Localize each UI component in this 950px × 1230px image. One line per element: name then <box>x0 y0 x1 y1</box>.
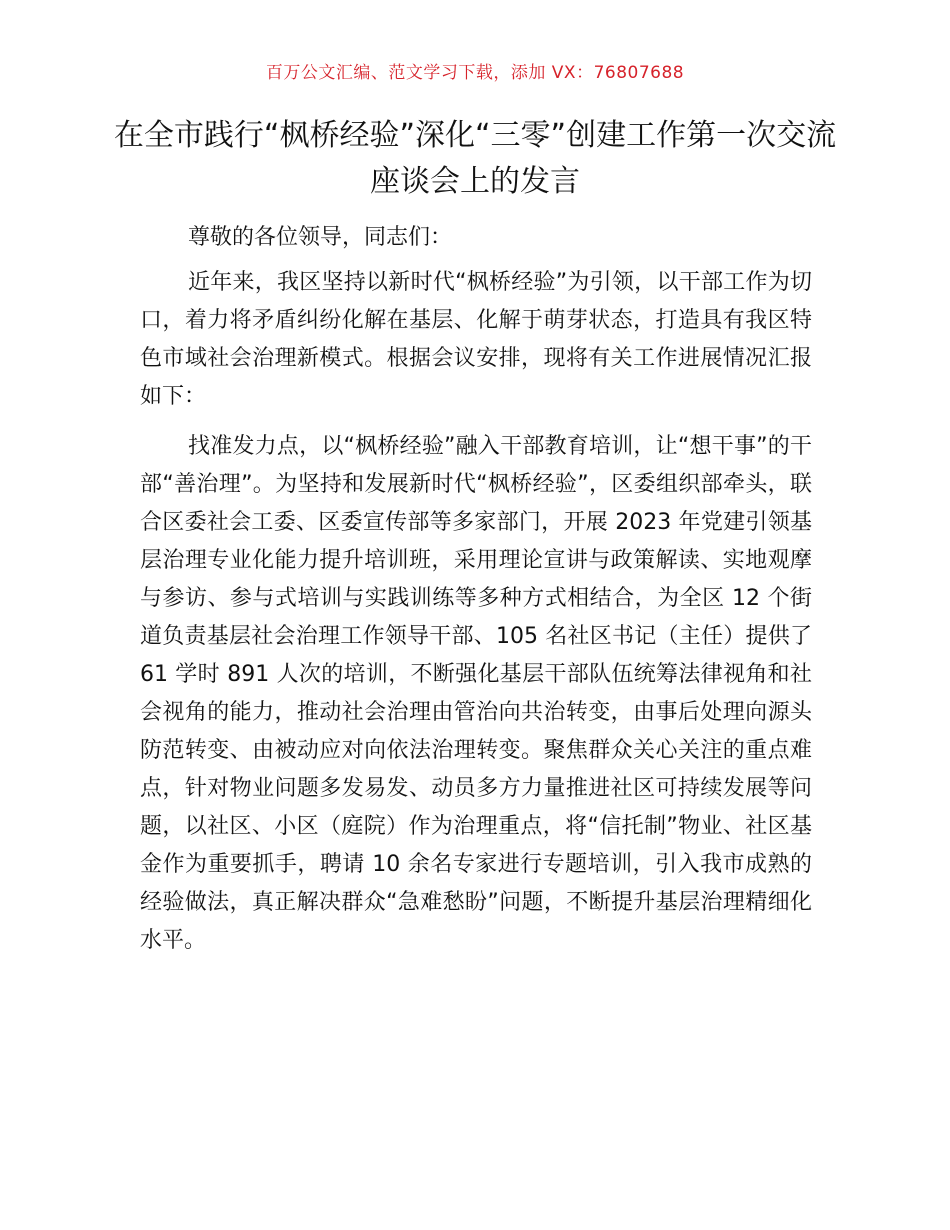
salutation: 尊敬的各位领导，同志们： <box>188 225 453 250</box>
document-title: 在全市践行“枫桥经验”深化“三零”创建工作第一次交流座谈会上的发言 <box>113 118 837 199</box>
paragraph-training: 找准发力点，以“枫桥经验”融入干部教育培训，让“想干事”的干部“善治理”。为坚持和发展新时代“枫桥经验”，区委组织部牵头，联合区委社会工委、区委宣传部等多家部门，开展 2023 年党建引领基层治理专业化能力提升培训班，采用理论宣讲与政策解读、实地观摩与参访、参与式培训与实践训练等多种方式相结合，为全区 12 个街道负责基层社会治理工作领导干部、105 名社区书记（主任）提供了 61 学时 891 人次的培训，不断强化基层干部队伍统筹法律视角和社会视角的能力，推动社会治理由管治向共治转变，由事后处理向源头防范转变、由被动应对向依法治理转变。聚焦群众关心关注的重点难点，针对物业问题多发易发、动员多方力量推进社区可持续发展等问题，以社区、小区（庭院）作为治理重点，将“信托制”物业、社区基金作为重要抓手，聘请 10 余名专家进行专题培训，引入我市成熟的经验做法，真正解决群众“急难愁盼”问题，不断提升基层治理精细化水平。 <box>140 434 812 953</box>
document-body <box>140 222 812 972</box>
header-banner: 百万公文汇编、范文学习下载，添加 VX：76807688 <box>265 63 685 83</box>
paragraph-intro: 近年来，我区坚持以新时代“枫桥经验”为引领，以干部工作为切口，着力将矛盾纠纷化解在基层、化解于萌芽状态，打造具有我区特色市域社会治理新模式。根据会议安排，现将有关工作进展情况汇报如下： <box>140 270 812 409</box>
